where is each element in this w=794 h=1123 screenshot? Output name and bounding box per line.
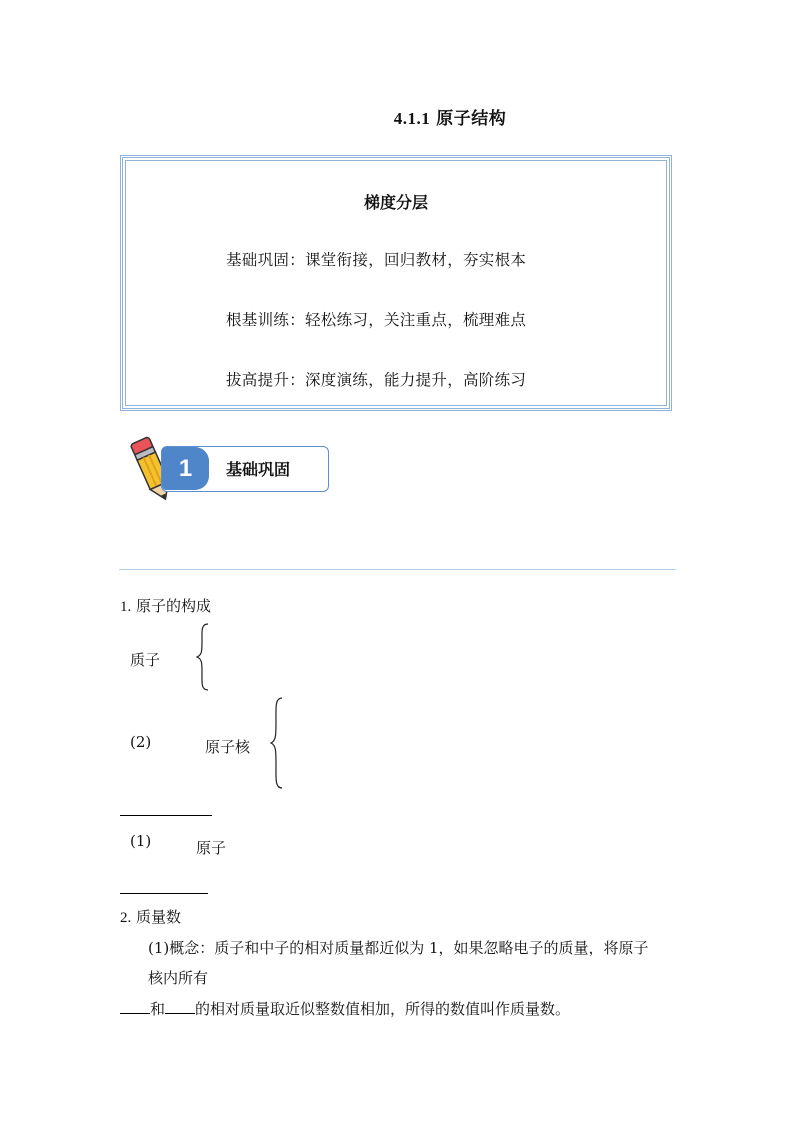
section-divider [119,569,676,570]
fill-blank[interactable] [120,999,150,1014]
tier-line-basic: 基础巩固：课堂衔接，回归教材，夯实根本 [226,251,527,269]
section-label: 基础巩固 [226,460,291,479]
page-title [0,104,794,129]
q2-heading [120,906,181,927]
tier-heading: 梯度分层 [363,193,428,212]
title-number: 4.1.1 [393,109,431,128]
item1-label: (1) [130,832,152,850]
q2-number: 2. [120,910,132,926]
q2-fill-and: 和 [150,1000,166,1018]
tier-line-advanced: 拔高提升：深度演练，能力提升，高阶练习 [226,371,527,389]
q1-title: 原子的构成 [136,597,212,615]
title-text: 原子结构 [436,109,507,129]
q2-fill-line [120,998,570,1019]
proton-label: 质子 [130,651,161,669]
tier-line-foundation: 根基训练：轻松练习，关注重点，梳理难点 [226,311,527,329]
brace-nucleus [270,697,286,789]
q2-concept-line1: (1)概念：质子和中子的相对质量都近似为 1，如果忽略电子的质量，将原子 [148,939,649,957]
q2-concept-line2: 核内所有 [148,969,209,987]
nucleus-label: 原子核 [205,738,251,756]
answer-line [120,815,212,816]
section-number: 1 [162,447,209,490]
tier-summary-box [120,155,672,411]
q1-heading [120,595,211,616]
brace-proton [196,623,212,691]
q1-number: 1. [120,599,132,615]
atom-label: 原子 [196,839,227,857]
answer-line [120,893,208,894]
q2-title: 质量数 [136,908,182,926]
section-badge [161,446,329,492]
q2-fill-rest: 的相对质量取近似整数值相加，所得的数值叫作质量数。 [195,1000,571,1018]
fill-blank[interactable] [165,999,195,1014]
item2-label: (2) [130,733,152,751]
